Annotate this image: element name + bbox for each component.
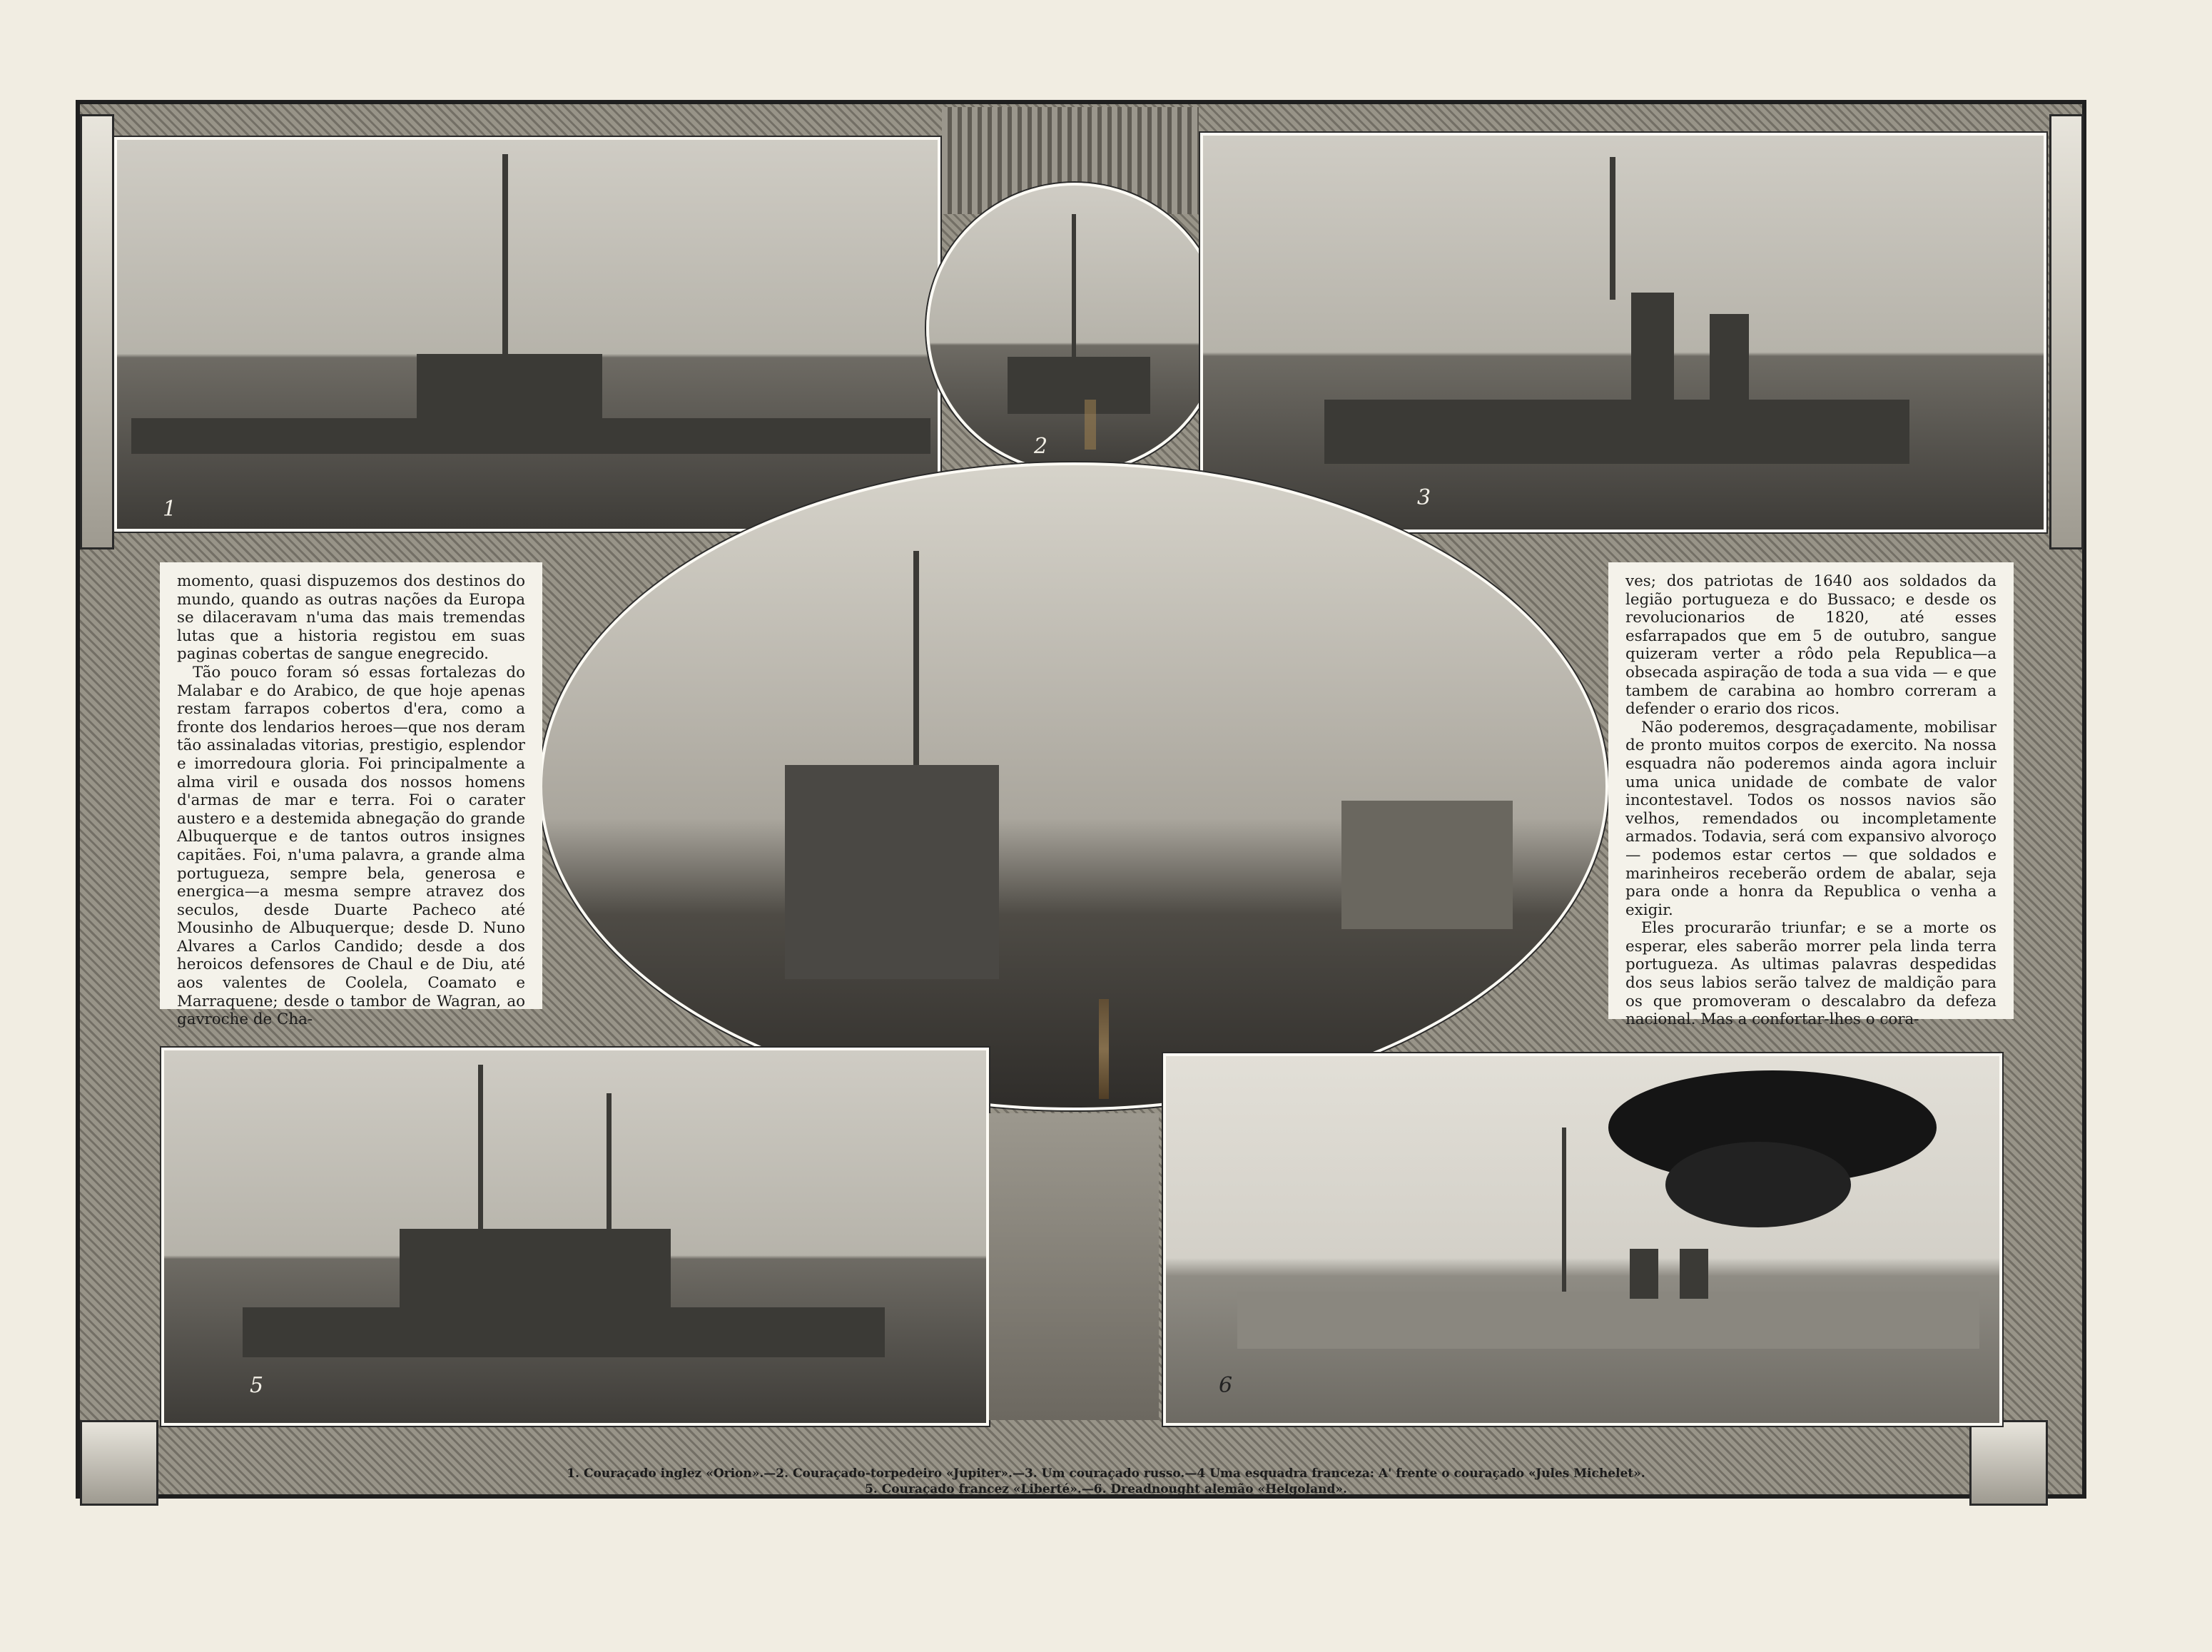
paragraph: Eles procurarão triunfar; e se a morte os esperar, eles saberão morrer pela linda terra portugueza. As ultimas palavras despedidas dos seus labios serão talvez de maldição para os que promoveram o descalabro da defeza nacional. Mas a confortar-lhes o cora-: [1625, 919, 1997, 1029]
figure-number: 3: [1417, 485, 1431, 510]
corner-post-top-right: [2049, 114, 2084, 549]
ship-superstructure: [417, 354, 602, 418]
ship-mast: [1610, 157, 1615, 300]
article-column-right: [1608, 562, 2014, 1029]
ship-funnel: [1630, 1249, 1658, 1299]
figure-number: 6: [1219, 1373, 1233, 1398]
ship-silhouette: [131, 418, 930, 454]
ship-funnel: [1710, 314, 1749, 400]
ship-silhouette: [785, 765, 999, 979]
photo-helgoland: [1163, 1053, 2002, 1426]
ship-distant: [1341, 801, 1513, 929]
ship-mast: [478, 1065, 483, 1229]
photo-russian-battleship: [1200, 133, 2046, 532]
photo-liberte: [161, 1048, 989, 1426]
photo-french-squadron: [539, 462, 1608, 1110]
ship-mast: [1562, 1127, 1566, 1292]
corner-post-top-left: [80, 114, 114, 549]
paper-stain: [1085, 400, 1096, 450]
ship-silhouette: [1008, 357, 1150, 414]
ship-mast: [1072, 214, 1076, 357]
smoke-cloud: [1665, 1142, 1851, 1227]
ship-mast: [913, 551, 919, 765]
ship-silhouette: [243, 1307, 885, 1357]
ship-funnel: [1631, 293, 1674, 400]
figure-number: 2: [1034, 434, 1048, 459]
figure-caption-line-1: 1. Couraçado inglez «Orion».—2. Couraçado-torpedeiro «Jupiter».—3. Um couraçado russo.—4 Uma esquadra franceza: A' frente o couraçado «Jules Michelet».: [567, 1466, 1645, 1481]
paragraph: Não poderemos, desgraçadamente, mobilisar de pronto muitos corpos de exercito. Na nossa esquadra não poderemos ainda agora incluir uma unica unidade de combate de valor incontestavel. Todos os nossos navios são velhos, remendados ou incompletamente armados. Todavia, será com expansivo alvoroço — podemos estar certos — que soldados e marinheiros receberão ordem de abalar, seja para onde a honra da Republica o venha a exigir.: [1625, 718, 1997, 919]
article-column-left: [160, 562, 542, 1029]
paper-tear: [1099, 999, 1109, 1099]
ship-funnel: [1680, 1249, 1708, 1299]
photo-orion: [114, 137, 940, 532]
ship-superstructure: [400, 1229, 671, 1307]
figure-caption-line-2: 5. Couraçado francez «Liberté».—6. Dreadnought alemão «Helgoland».: [865, 1482, 1347, 1496]
paragraph: Tão pouco foram só essas fortalezas do Malabar e do Arabico, de que hoje apenas restam farrapos cobertos d'era, como a fronte dos lendarios heroes—que nos deram tão assinaladas vitorias, prestigio, esplendor e imorredoura gloria. Foi principalmente a alma viril e ousada dos nossos homens d'armas de mar e terra. Foi o carater austero e a destemida abnegação do grande Albuquerque e de tantos outros insignes capitães. Foi, n'uma palavra, a grande alma portugueza, sempre bela, generosa e energica—a mesma sempre atravez dos seculos, desde Duarte Pacheco até Mousinho de Albuquerque; desde D. Nuno Alvares a Carlos Candido; desde a dos heroicos defensores de Chaul e de Diu, até aos valentes de Coolela, Coamato e Marraquene; desde o tambor de Wagran, ao gavroche de Cha-: [177, 663, 525, 1029]
figure-number: 1: [163, 497, 177, 522]
ship-mast: [607, 1093, 612, 1229]
decorative-strip: [989, 1113, 1159, 1420]
ship-mast: [502, 154, 508, 354]
ship-silhouette: [1237, 1292, 1979, 1349]
photo-jupiter: [926, 183, 1223, 474]
paragraph: momento, quasi dispuzemos dos destinos do mundo, quando as outras nações da Europa se dilaceravam n'uma das mais tremendas lutas que a historia registou em suas paginas cobertas de sangue enegrecido.: [177, 572, 525, 664]
ship-silhouette: [1324, 400, 1909, 464]
figure-number: 5: [250, 1373, 264, 1398]
paragraph: ves; dos patriotas de 1640 aos soldados da legião portugueza e do Bussaco; e desde os revolucionarios de 1820, até esses esfarrapados que em 5 de outubro, sangue quizeram verter a rôdo pela Republica—a obsecada aspiração de toda a sua vida — e que tambem de carabina ao hombro correram a defender o erario dos ricos.: [1625, 572, 1997, 719]
